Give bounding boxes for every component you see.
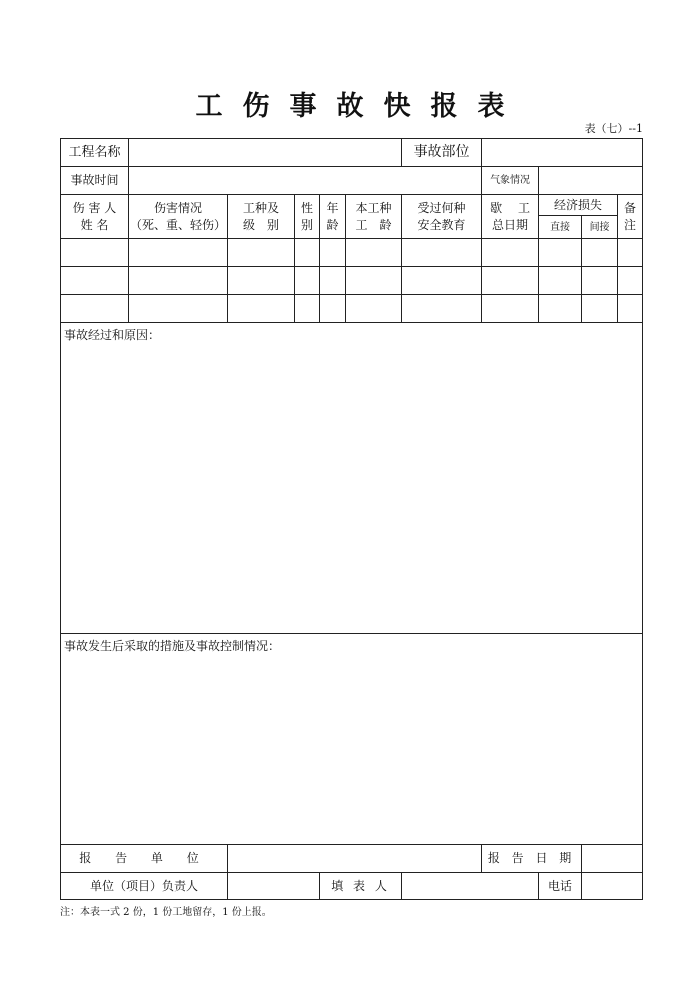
accident-time-field[interactable] (129, 167, 482, 195)
cell-input[interactable] (482, 239, 539, 267)
col-injury-status: 伤害情况 （死、重、轻伤） (129, 195, 228, 239)
accident-location-label: 事故部位 (402, 139, 482, 167)
cell-input[interactable] (228, 267, 295, 295)
col-remarks: 备 注 (618, 195, 643, 239)
cell-input[interactable] (295, 239, 320, 267)
cell-input[interactable] (582, 295, 618, 323)
cell-input[interactable] (402, 295, 482, 323)
cell-input[interactable] (295, 267, 320, 295)
process-cause-label: 事故经过和原因： (64, 328, 161, 342)
cell-input[interactable] (61, 295, 129, 323)
process-cause-section[interactable] (61, 323, 643, 634)
table-row (61, 239, 643, 267)
cell-input[interactable] (129, 295, 228, 323)
col-economic-loss: 经济损失 (539, 195, 618, 216)
col-gender: 性 别 (295, 195, 320, 239)
cell-input[interactable] (228, 239, 295, 267)
cell-input[interactable] (618, 239, 643, 267)
cell-input[interactable] (482, 267, 539, 295)
accident-time-label: 事故时间 (61, 167, 129, 195)
col-job-level: 工种及 级 别 (228, 195, 295, 239)
report-unit-field[interactable] (228, 845, 482, 873)
cell-input[interactable] (129, 267, 228, 295)
weather-label: 气象情况 (482, 167, 539, 195)
cell-input[interactable] (402, 239, 482, 267)
accident-location-field[interactable] (482, 139, 643, 167)
measures-label: 事故发生后采取的措施及事故控制情况： (64, 639, 281, 653)
col-safety-training: 受过何种 安全教育 (402, 195, 482, 239)
cell-input[interactable] (618, 267, 643, 295)
phone-label: 电话 (539, 873, 582, 900)
col-age: 年 龄 (320, 195, 346, 239)
col-job-years: 本工种 工 龄 (346, 195, 402, 239)
cell-input[interactable] (346, 267, 402, 295)
cell-input[interactable] (402, 267, 482, 295)
cell-input[interactable] (129, 239, 228, 267)
col-injured-name: 伤 害 人 姓 名 (61, 195, 129, 239)
cell-input[interactable] (582, 239, 618, 267)
page-title: 工伤事故快报表 (195, 91, 525, 122)
col-direct-loss: 直接 (539, 216, 582, 239)
cell-input[interactable] (295, 295, 320, 323)
table-row (61, 295, 643, 323)
project-name-field[interactable] (129, 139, 402, 167)
weather-field[interactable] (539, 167, 643, 195)
measures-section[interactable] (61, 634, 643, 845)
cell-input[interactable] (346, 239, 402, 267)
cell-input[interactable] (61, 239, 129, 267)
table-row (61, 267, 643, 295)
unit-leader-label: 单位（项目）负责人 (61, 873, 228, 900)
filler-label: 填 表 人 (320, 873, 402, 900)
project-name-label: 工程名称 (61, 139, 129, 167)
cell-input[interactable] (482, 295, 539, 323)
cell-input[interactable] (320, 239, 346, 267)
filler-field[interactable] (402, 873, 539, 900)
cell-input[interactable] (228, 295, 295, 323)
cell-input[interactable] (539, 239, 582, 267)
col-indirect-loss: 间接 (582, 216, 618, 239)
cell-input[interactable] (618, 295, 643, 323)
cell-input[interactable] (61, 267, 129, 295)
cell-input[interactable] (346, 295, 402, 323)
cell-input[interactable] (320, 267, 346, 295)
cell-input[interactable] (582, 267, 618, 295)
cell-input[interactable] (539, 267, 582, 295)
col-lost-days: 歇 工 总日期 (482, 195, 539, 239)
cell-input[interactable] (320, 295, 346, 323)
form-code: 表（七）--1 (584, 122, 643, 135)
footnote: 注：本表一式 2 份，1 份工地留存，1 份上报。 (60, 907, 272, 918)
report-date-label: 报 告 日 期 (482, 845, 582, 873)
phone-field[interactable] (582, 873, 643, 900)
report-unit-label: 报 告 单 位 (61, 845, 228, 873)
unit-leader-field[interactable] (228, 873, 320, 900)
report-date-field[interactable] (582, 845, 643, 873)
cell-input[interactable] (539, 295, 582, 323)
accident-report-form (60, 138, 643, 900)
